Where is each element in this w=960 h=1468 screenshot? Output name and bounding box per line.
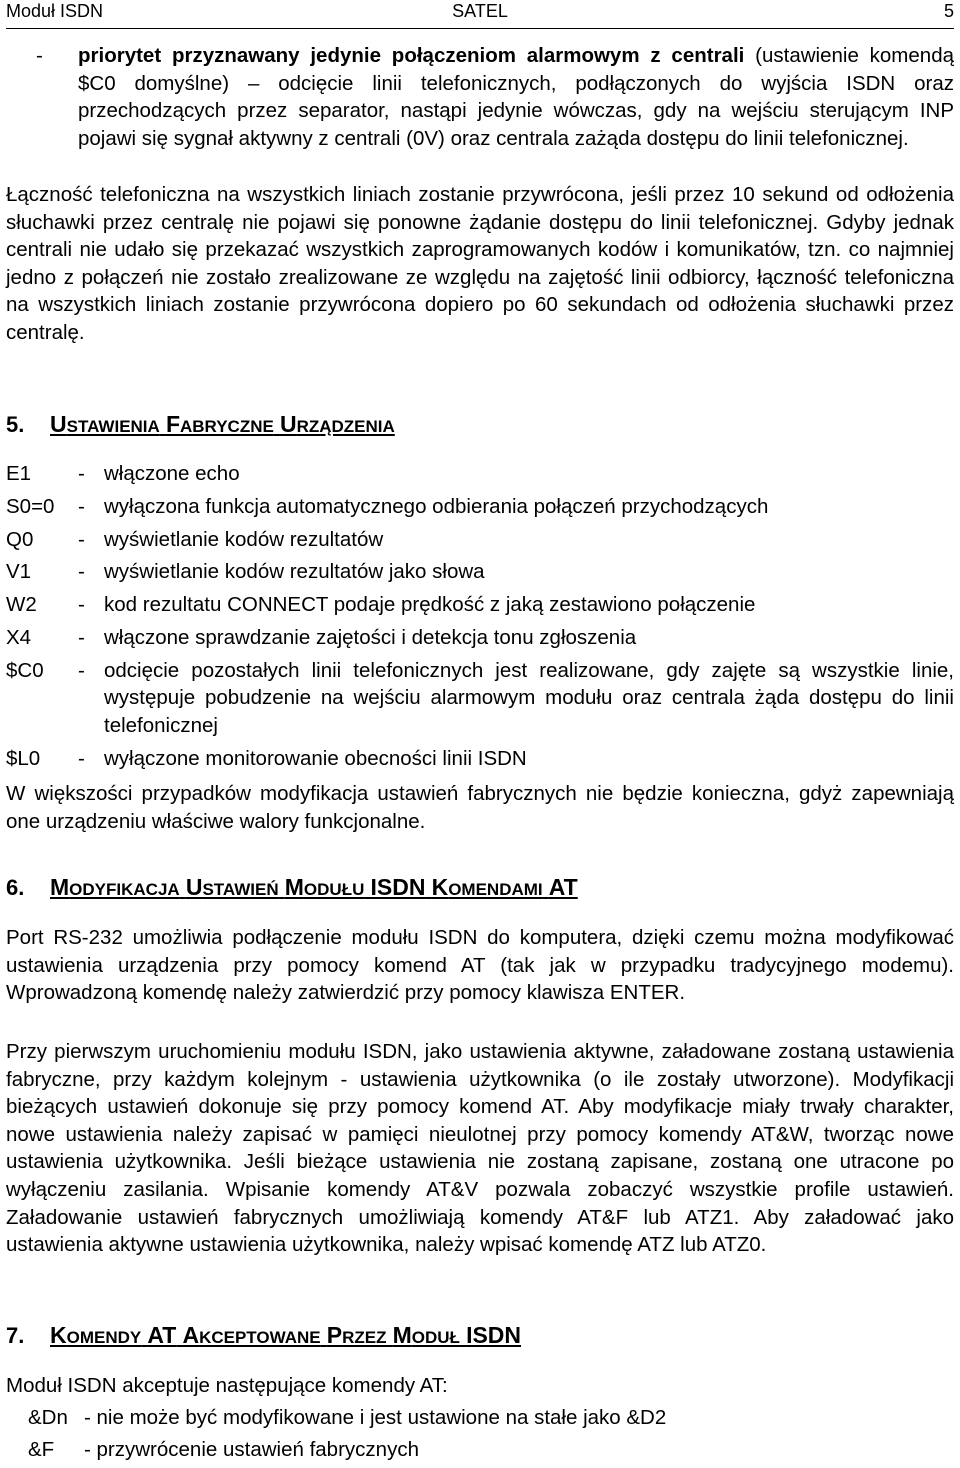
- setting-code: W2: [6, 593, 37, 617]
- at-command-description: - nie może być modyfikowane i jest ustawione na stałe jako &D2: [84, 1406, 667, 1429]
- list-item: [6, 745, 954, 773]
- list-item: [6, 493, 954, 521]
- setting-code: Q0: [6, 527, 34, 551]
- setting-dash: -: [78, 658, 85, 682]
- bullet-text: [78, 42, 954, 152]
- user-settings-paragraph: Przy pierwszym uruchomieniu modułu ISDN, jako ustawienia aktywne, załadowane zostaną ustawienia fabryczne, przy każdym kolejnym - ustawienia użytkownika (o ile zostały utworzone). Modyfikacji bieżących ustawień dokonuje się przy pomocy komend AT. Aby modyfikacje miały trwały charakter, nowe ustawienia należy zapisać w pamięci nieulotnej przy pomocy komendy AT&W, tworząc nowe ustawienia użytkownika. Jeśli bieżące ustawienia nie zostaną zapisane, zostaną one utracone po wyłączeniu zasilania. Wpisanie komendy AT&V pozwala zobaczyć wszystkie profile ustawień. Załadowanie ustawień fabrycznych umożliwiają komendy AT&F lub ATZ1. Aby załadować jako ustawienia aktywne ustawienia użytkownika, należy wpisać komendę ATZ lub ATZ0.: [6, 1040, 954, 1257]
- setting-description: włączone echo: [104, 462, 240, 485]
- section-heading: USTAWIENIA FABRYCZNE URZĄDZENIA: [50, 411, 395, 437]
- setting-dash: -: [78, 746, 85, 770]
- at-accepted-intro: Moduł ISDN akceptuje następujące komendy AT:: [6, 1374, 448, 1397]
- setting-code: $C0: [6, 658, 44, 682]
- bullet-bold-text: priorytet przyznawany jedynie połączeniom alarmowym z centrali: [78, 44, 745, 67]
- bullet-dash: -: [36, 44, 43, 67]
- section-number: 7.: [6, 1323, 25, 1348]
- list-item: [28, 1404, 948, 1436]
- setting-code: V1: [6, 560, 32, 584]
- list-item: [6, 657, 954, 740]
- section-number: 5.: [6, 412, 25, 437]
- priority-bullet: [6, 42, 954, 152]
- header-page-number: 5: [943, 1, 954, 21]
- list-item: [28, 1436, 948, 1468]
- at-intro-paragraph: Port RS-232 umożliwia podłączenie modułu ISDN do komputera, dzięki czemu można modyfikować ustawienia urządzenia przy pomocy komend AT (tak jak w przypadku tradycyjnego modemu). Wprowadzoną komendę należy zatwierdzić przy pomocy klawisza ENTER.: [6, 926, 954, 1005]
- at-command-description: - przywrócenie ustawień fabrycznych: [84, 1438, 419, 1461]
- setting-dash: -: [78, 462, 85, 485]
- setting-description: kod rezultatu CONNECT podaje prędkość z jaką zestawiono połączenie: [104, 593, 756, 617]
- header-module-name: Moduł ISDN: [6, 1, 104, 21]
- section-heading: MODYFIKACJA USTAWIEŃ MODUŁU ISDN KOMENDAMI AT: [50, 874, 578, 900]
- section-5-title: [6, 410, 395, 441]
- list-item: [6, 591, 954, 619]
- list-item: [6, 558, 954, 586]
- setting-code: X4: [6, 625, 32, 649]
- list-item: [6, 460, 954, 488]
- section-7-title: [6, 1321, 521, 1352]
- setting-dash: -: [78, 494, 85, 518]
- at-command-code: &F: [28, 1438, 55, 1461]
- at-command-list: [28, 1404, 948, 1468]
- section-number: 6.: [6, 875, 25, 900]
- restore-paragraph: Łączność telefoniczna na wszystkich liniach zostanie przywrócona, jeśli przez 10 sekund od odłożenia słuchawki przez centralę nie pojawi się ponowne żądanie dostępu do linii telefonicznej. Gdyby jednak centrali nie udało się przekazać wszystkich zaprogramowanych kodów i komunikatów, tzn. co najmniej jedno z połączeń nie zostało zrealizowane ze względu na zajętość linii odbiorcy, łączność telefoniczna na wszystkich liniach zostanie przywrócona dopiero po 60 sekundach od odłożenia słuchawki przez centralę.: [6, 183, 954, 344]
- setting-code: S0=0: [6, 494, 55, 518]
- setting-description: odcięcie pozostałych linii telefonicznych jest realizowane, gdy zajęte są wszystkie linie, występuje pobudzenie na wejściu alarmowym modułu oraz centrala żąda dostępu do linii telefonicznej: [104, 658, 954, 737]
- setting-description: wyłączona funkcja automatycznego odbierania połączeń przychodzących: [104, 494, 769, 518]
- list-item: [6, 624, 954, 652]
- list-item: [6, 526, 954, 554]
- setting-dash: -: [78, 560, 85, 584]
- factory-note-paragraph: W większości przypadków modyfikacja ustawień fabrycznych nie będzie konieczna, gdyż zapewniają one urządzeniu właściwe walory funkcjonalne.: [6, 782, 954, 833]
- setting-dash: -: [78, 527, 85, 551]
- factory-settings-list: [6, 460, 954, 777]
- setting-code: $L0: [6, 746, 41, 770]
- section-heading: KOMENDY AT AKCEPTOWANE PRZEZ MODUŁ ISDN: [50, 1322, 522, 1348]
- at-command-code: &Dn: [28, 1406, 68, 1429]
- section-6-title: [6, 873, 578, 904]
- page-header: [6, 0, 954, 29]
- header-brand: SATEL: [452, 1, 508, 21]
- setting-description: włączone sprawdzanie zajętości i detekcja tonu zgłoszenia: [104, 625, 637, 649]
- setting-description: wyświetlanie kodów rezultatów jako słowa: [104, 560, 485, 584]
- setting-description: wyświetlanie kodów rezultatów: [104, 527, 384, 551]
- setting-code: E1: [6, 462, 32, 485]
- bullet-rest-text: (ustawienie komendą $C0 domyślne) – odcięcie linii telefonicznych, podłączonych do wyjścia ISDN oraz przechodzących przez separator, nastąpi jedynie wówczas, gdy na wejściu sterującym INP pojawi się sygnał aktywny z centrali (0V) oraz centrala zażąda dostępu do linii telefonicznej.: [78, 44, 954, 150]
- setting-dash: -: [78, 625, 85, 649]
- setting-dash: -: [78, 593, 85, 617]
- setting-description: wyłączone monitorowanie obecności linii ISDN: [104, 746, 527, 770]
